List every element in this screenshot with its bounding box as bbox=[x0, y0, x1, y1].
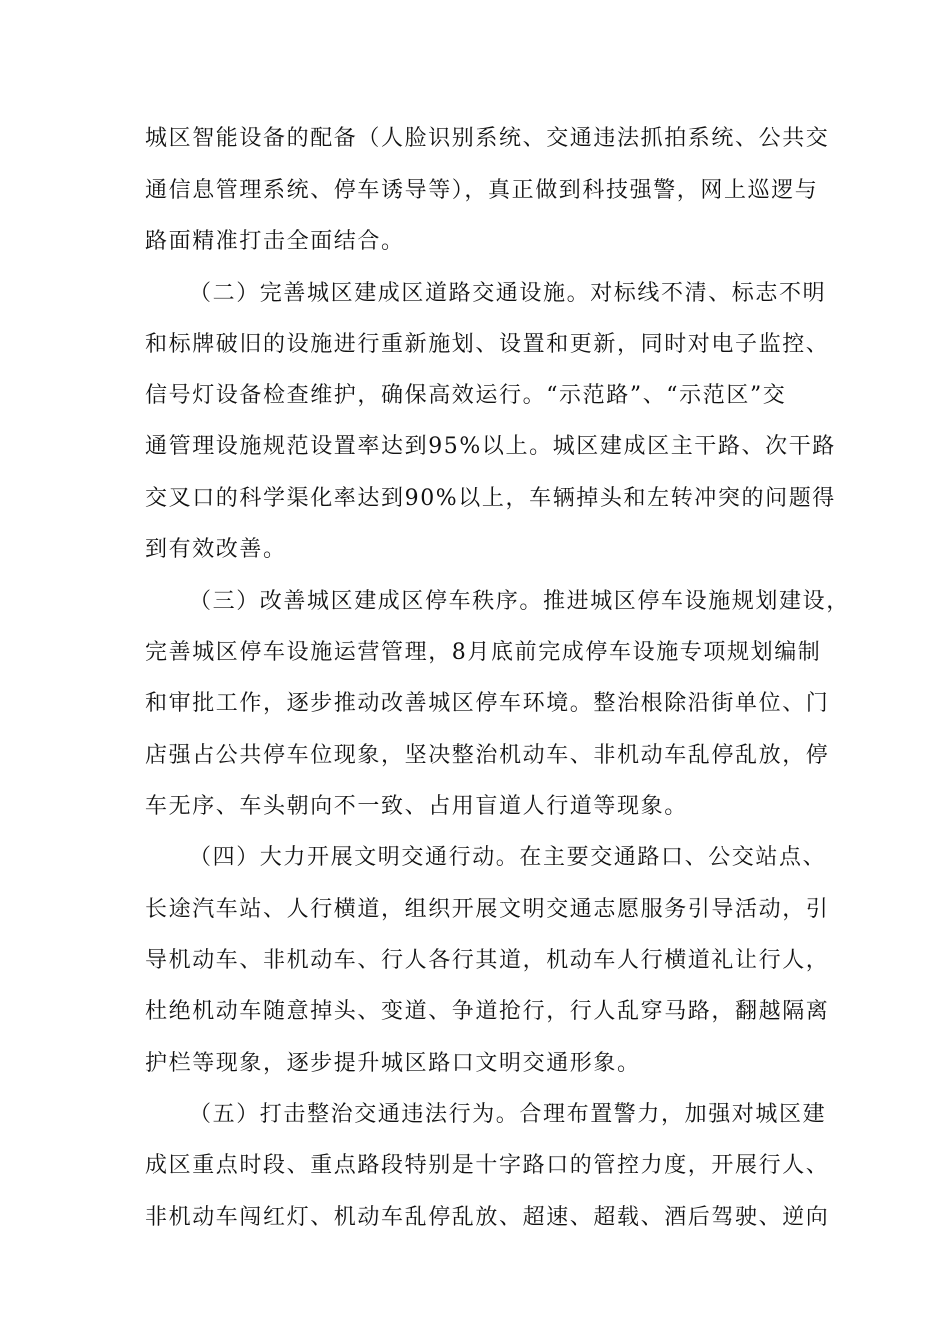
body-text-line: 杜绝机动车随意掉头、变道、争道抢行，行人乱穿马路，翻越隔离 bbox=[145, 999, 830, 1024]
section-heading-line: （四）大力开展文明交通行动。在主要交通路口、公交站点、 bbox=[189, 845, 827, 870]
body-text-line: 通管理设施规范设置率达到95%以上。城区建成区主干路、次干路 bbox=[145, 434, 836, 459]
body-text-line: 信号灯设备检查维护，确保高效运行。“示范路”、“示范区”交 bbox=[145, 383, 787, 408]
body-text-line: 成区重点时段、重点路段特别是十字路口的管控力度，开展行人、 bbox=[145, 1153, 830, 1178]
body-text-line: 非机动车闯红灯、机动车乱停乱放、超速、超载、酒后驾驶、逆向 bbox=[145, 1205, 830, 1230]
body-text-line: 护栏等现象，逐步提升城区路口文明交通形象。 bbox=[145, 1051, 641, 1076]
body-text-line: 店强占公共停车位现象，坚决整治机动车、非机动车乱停乱放，停 bbox=[145, 743, 830, 768]
section-heading-line: （三）改善城区建成区停车秩序。推进城区停车设施规划建设， bbox=[189, 589, 850, 614]
body-text-line: 交叉口的科学渠化率达到90%以上，车辆掉头和左转冲突的问题得 bbox=[145, 486, 836, 511]
body-text-line: 完善城区停车设施运营管理，8月底前完成停车设施专项规划编制 bbox=[145, 640, 822, 665]
section-heading-line: （二）完善城区建成区道路交通设施。对标线不清、标志不明 bbox=[189, 281, 827, 306]
body-text-line: 路面精准打击全面结合。 bbox=[145, 229, 405, 254]
body-text-line: 通信息管理系统、停车诱导等），真正做到科技强警，网上巡逻与 bbox=[145, 178, 819, 203]
body-text-line: 导机动车、非机动车、行人各行其道，机动车人行横道礼让行人， bbox=[145, 948, 830, 973]
body-text-line: 到有效改善。 bbox=[145, 537, 287, 562]
body-text-line: 长途汽车站、人行横道，组织开展文明交通志愿服务引导活动，引 bbox=[145, 897, 830, 922]
body-text-line: 城区智能设备的配备（人脸识别系统、交通违法抓拍系统、公共交 bbox=[145, 126, 830, 151]
body-text-line: 和审批工作，逐步推动改善城区停车环境。整治根除沿街单位、门 bbox=[145, 691, 830, 716]
body-text-line: 车无序、车头朝向不一致、占用盲道人行道等现象。 bbox=[145, 794, 688, 819]
body-text-line: 和标牌破旧的设施进行重新施划、设置和更新，同时对电子监控、 bbox=[145, 332, 830, 357]
section-heading-line: （五）打击整治交通违法行为。合理布置警力，加强对城区建 bbox=[189, 1102, 827, 1127]
